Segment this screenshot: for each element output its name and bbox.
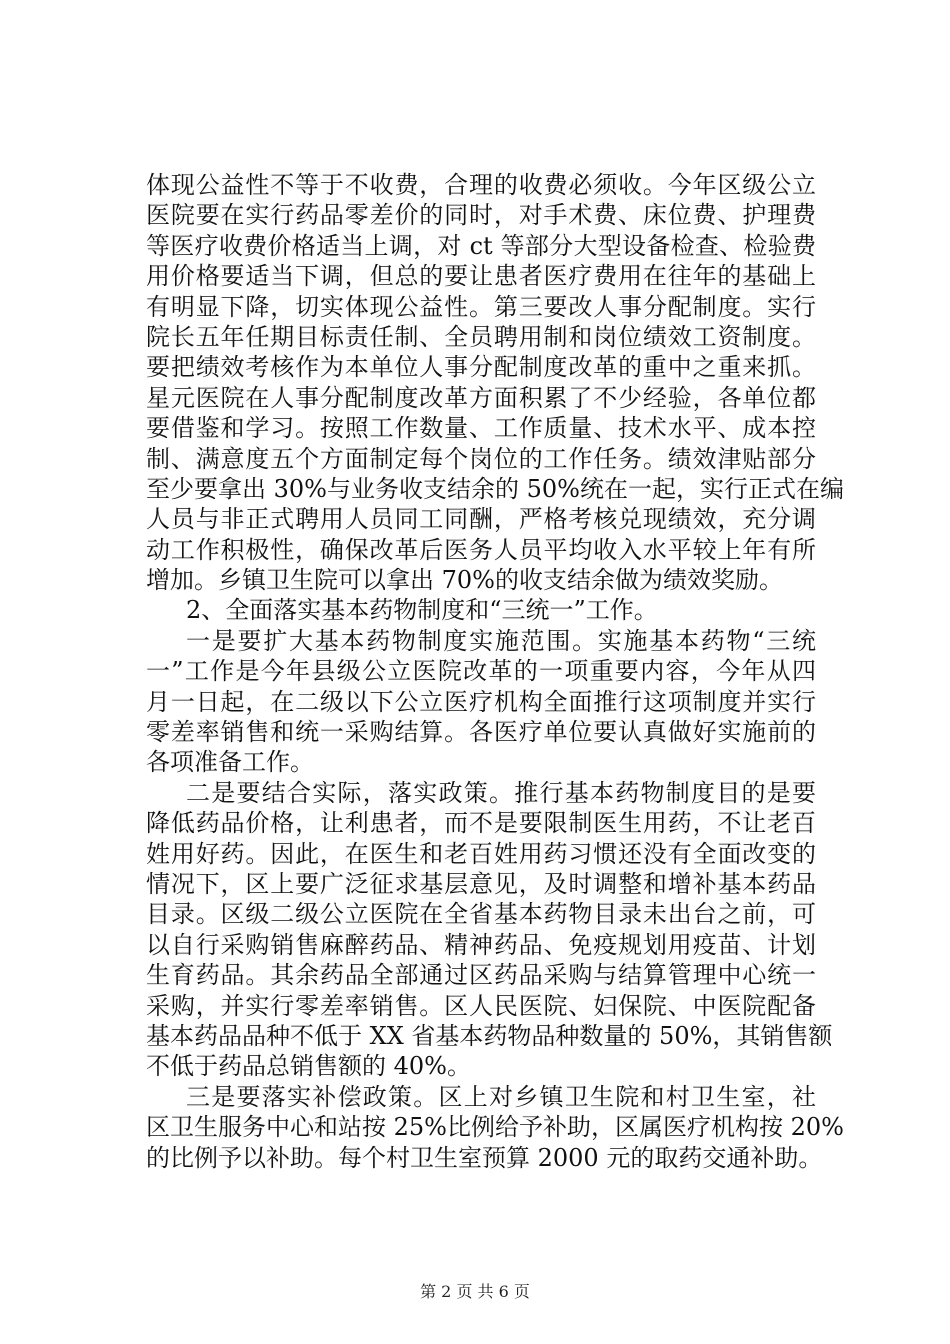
text-line: 有明显下降，切实体现公益性。第三要改人事分配制度。实行 xyxy=(146,292,816,321)
text-line: 采购，并实行零差率销售。区人民医院、妇保院、中医院配备 xyxy=(146,991,816,1020)
text-line: 医院要在实行药品零差价的同时，对手术费、床位费、护理费 xyxy=(146,201,816,230)
text-line: 体现公益性不等于不收费，合理的收费必须收。今年区级公立 xyxy=(146,171,816,199)
text-line: 生育药品。其余药品全部通过区药品采购与结算管理中心统一 xyxy=(146,961,816,990)
page-number-footer: 第 2 页 共 6 页 xyxy=(420,1282,530,1301)
text-line: 用价格要适当下调，但总的要让患者医疗费用在往年的基础上 xyxy=(146,262,816,291)
text-line: 的比例予以补助。每个村卫生室预算 2000 元的取药交通补助。 xyxy=(146,1143,823,1172)
text-line: 人员与非正式聘用人员同工同酬，严格考核兑现绩效，充分调 xyxy=(146,505,816,534)
text-line: 星元医院在人事分配制度改革方面积累了不少经验，各单位都 xyxy=(146,383,816,412)
text-line: 等医疗收费价格适当上调，对 ct 等部分大型设备检查、检验费 xyxy=(146,231,816,260)
text-line: 增加。乡镇卫生院可以拿出 70%的收支结余做为绩效奖励。 xyxy=(146,566,783,595)
paragraph-first-line: 一是要扩大基本药物制度实施范围。实施基本药物“三统 xyxy=(186,626,816,655)
text-line: 姓用好药。因此，在医生和老百姓用药习惯还没有全面改变的 xyxy=(146,839,816,868)
document-body xyxy=(146,170,844,1173)
paragraph-first-line: 二是要结合实际，落实政策。推行基本药物制度目的是要 xyxy=(186,778,816,807)
paragraph-first-line: 三是要落实补偿政策。区上对乡镇卫生院和村卫生室，社 xyxy=(186,1082,816,1111)
text-line: 至少要拿出 30%与业务收支结余的 50%统在一起，实行正式在编 xyxy=(146,474,844,503)
text-line: 要把绩效考核作为本单位人事分配制度改革的重中之重来抓。 xyxy=(146,353,816,382)
text-line: 不低于药品总销售额的 40%。 xyxy=(146,1052,471,1081)
text-line: 月一日起，在二级以下公立医疗机构全面推行这项制度并实行 xyxy=(146,687,816,716)
text-line: 以自行采购销售麻醉药品、精神药品、免疫规划用疫苗、计划 xyxy=(146,930,816,959)
text-line: 区卫生服务中心和站按 25%比例给予补助，区属医疗机构按 20% xyxy=(146,1113,844,1142)
text-line: 零差率销售和统一采购结算。各医疗单位要认真做好实施前的 xyxy=(146,718,816,747)
text-line: 要借鉴和学习。按照工作数量、工作质量、技术水平、成本控 xyxy=(146,414,816,443)
text-line: 动工作积极性，确保改革后医务人员平均收入水平较上年有所 xyxy=(146,535,816,564)
text-line: 基本药品品种不低于 XX 省基本药物品种数量的 50%，其销售额 xyxy=(146,1021,833,1050)
text-line: 各项准备工作。 xyxy=(146,748,314,777)
text-line: 院长五年任期目标责任制、全员聘用制和岗位绩效工资制度。 xyxy=(146,322,816,351)
text-line: 降低药品价格，让利患者，而不是要限制医生用药，不让老百 xyxy=(146,809,816,838)
text-line: 情况下，区上要广泛征求基层意见，及时调整和增补基本药品 xyxy=(146,869,816,898)
text-line: 制、满意度五个方面制定每个岗位的工作任务。绩效津贴部分 xyxy=(146,444,816,473)
text-line: 目录。区级二级公立医院在全省基本药物目录未出台之前，可 xyxy=(146,900,816,929)
section-heading: 2、全面落实基本药物制度和“三统一”工作。 xyxy=(186,596,658,625)
text-line: 一”工作是今年县级公立医院改革的一项重要内容，今年从四 xyxy=(146,657,816,686)
